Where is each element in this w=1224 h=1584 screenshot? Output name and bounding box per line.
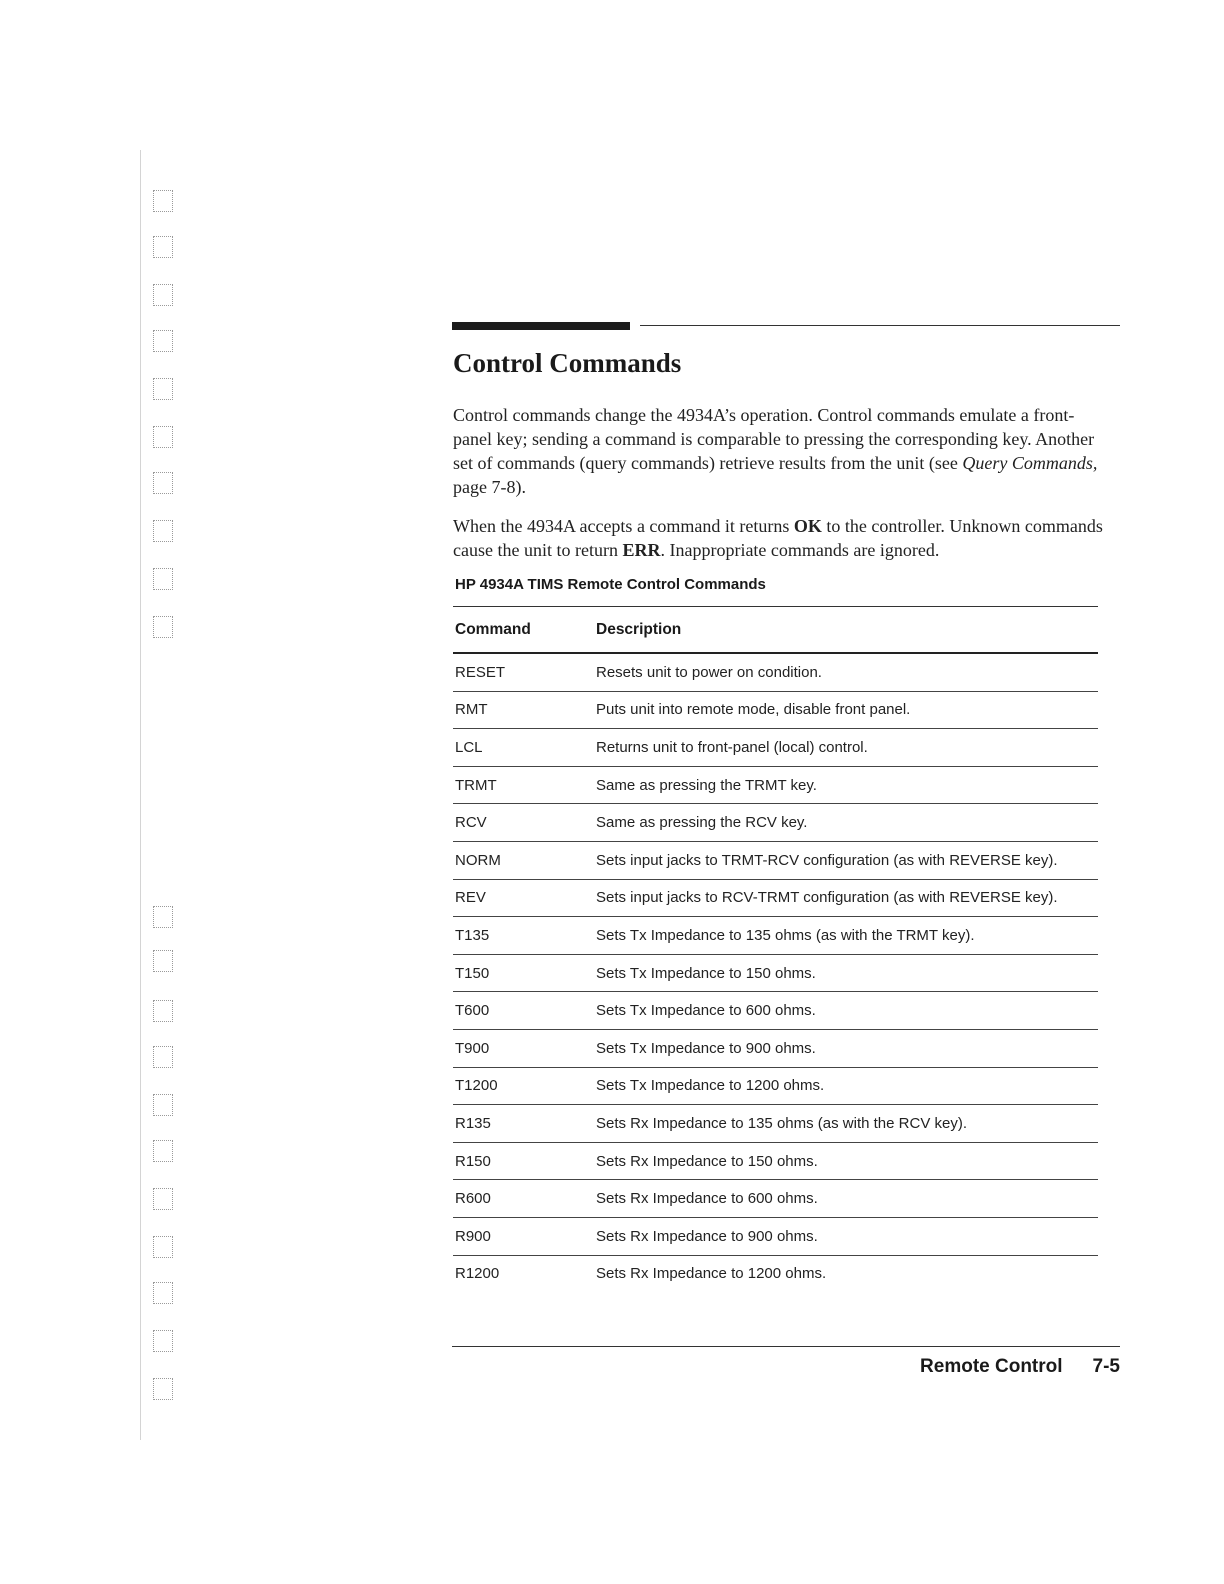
binder-hole	[153, 1094, 173, 1116]
table-row	[453, 767, 1098, 805]
binder-hole	[153, 950, 173, 972]
page-title: Control Commands	[453, 348, 682, 378]
binder-hole	[153, 1000, 173, 1022]
binder-hole	[153, 472, 173, 494]
description-cell: Sets Rx Impedance to 135 ohms (as with the RCV key).	[596, 1114, 967, 1132]
binder-hole	[153, 1330, 173, 1352]
table-row	[453, 992, 1098, 1030]
table-row	[453, 1105, 1098, 1143]
command-cell: T600	[455, 1002, 490, 1020]
table-row	[453, 1030, 1098, 1068]
intro-text-2: page 7-8).	[453, 477, 526, 497]
header-command: Command	[455, 620, 531, 638]
command-cell: RMT	[455, 701, 488, 719]
section-rule-thick	[452, 322, 630, 330]
table-row	[453, 1180, 1098, 1218]
table-row	[453, 1143, 1098, 1181]
binder-hole	[153, 190, 173, 212]
binder-hole	[153, 1282, 173, 1304]
err-keyword: ERR	[622, 540, 661, 560]
command-cell: NORM	[455, 851, 501, 869]
binder-hole	[153, 906, 173, 928]
table-row	[453, 804, 1098, 842]
binder-edge	[140, 150, 141, 1440]
description-cell: Sets Rx Impedance to 1200 ohms.	[596, 1265, 827, 1283]
intro-paragraph	[453, 403, 1103, 499]
description-cell: Sets input jacks to RCV-TRMT configuration (as with REVERSE key).	[596, 889, 1058, 907]
binder-hole	[153, 426, 173, 448]
description-cell: Sets Rx Impedance to 150 ohms.	[596, 1152, 818, 1170]
binder-hole	[153, 378, 173, 400]
binder-hole	[153, 236, 173, 258]
table-row	[453, 917, 1098, 955]
description-cell: Sets input jacks to TRMT-RCV configuration (as with REVERSE key).	[596, 851, 1058, 869]
command-cell: T900	[455, 1039, 490, 1057]
response-paragraph	[453, 514, 1103, 562]
command-cell: LCL	[455, 738, 483, 756]
binder-hole	[153, 520, 173, 542]
description-cell: Sets Rx Impedance to 600 ohms.	[596, 1190, 818, 1208]
page-number: 7-5	[1092, 1356, 1120, 1377]
binder-hole	[153, 1140, 173, 1162]
response-text-3: . Inappropriate commands are ignored.	[660, 540, 940, 560]
header-description: Description	[596, 620, 682, 638]
section-rule-thin	[640, 325, 1120, 326]
description-cell: Returns unit to front-panel (local) control.	[596, 738, 868, 756]
binder-hole	[153, 284, 173, 306]
page-footer	[920, 1356, 1120, 1378]
command-cell: RCV	[455, 814, 487, 832]
response-text-1: When the 4934A accepts a command it returns	[453, 516, 794, 536]
command-cell: T1200	[455, 1077, 498, 1095]
footer-section-name: Remote Control	[920, 1356, 1063, 1377]
description-cell: Sets Tx Impedance to 135 ohms (as with the TRMT key).	[596, 926, 975, 944]
table-row	[453, 1218, 1098, 1256]
binder-hole	[153, 330, 173, 352]
table-row	[453, 880, 1098, 918]
description-cell: Sets Tx Impedance to 600 ohms.	[596, 1002, 816, 1020]
table-row	[453, 654, 1098, 692]
table-row	[453, 729, 1098, 767]
response-text-2: to the controller. Unknown commands cause the unit to return	[453, 516, 1103, 560]
command-cell: R900	[455, 1227, 491, 1245]
binder-hole	[153, 616, 173, 638]
description-cell: Sets Tx Impedance to 1200 ohms.	[596, 1077, 825, 1095]
command-cell: RESET	[455, 663, 506, 681]
footer-rule	[452, 1346, 1120, 1347]
table-caption: HP 4934A TIMS Remote Control Commands	[455, 576, 766, 593]
command-cell: T135	[455, 926, 490, 944]
binder-hole	[153, 1188, 173, 1210]
command-cell: TRMT	[455, 776, 497, 794]
description-cell: Sets Tx Impedance to 150 ohms.	[596, 964, 816, 982]
table-body	[453, 654, 1098, 1292]
command-cell: R135	[455, 1114, 491, 1132]
intro-text-1: Control commands change the 4934A’s operation. Control commands emulate a front-panel key; sending a command is comparable to pressing the corresponding key. Another set of commands (query commands) retrieve results from the unit (see	[453, 405, 1095, 473]
command-cell: REV	[455, 889, 486, 907]
table-header	[453, 607, 1098, 654]
description-cell: Same as pressing the RCV key.	[596, 814, 808, 832]
query-commands-reference: Query Commands,	[962, 453, 1098, 473]
command-cell: R600	[455, 1190, 491, 1208]
description-cell: Puts unit into remote mode, disable front panel.	[596, 701, 911, 719]
command-cell: R150	[455, 1152, 491, 1170]
table-row	[453, 842, 1098, 880]
binder-hole	[153, 1236, 173, 1258]
description-cell: Resets unit to power on condition.	[596, 663, 822, 681]
table-row	[453, 1256, 1098, 1293]
table-row	[453, 1068, 1098, 1106]
description-cell: Sets Rx Impedance to 900 ohms.	[596, 1227, 818, 1245]
description-cell: Sets Tx Impedance to 900 ohms.	[596, 1039, 816, 1057]
command-cell: T150	[455, 964, 490, 982]
binder-hole	[153, 1378, 173, 1400]
binder-hole	[153, 1046, 173, 1068]
table-row	[453, 955, 1098, 993]
command-cell: R1200	[455, 1265, 500, 1283]
ok-keyword: OK	[793, 516, 822, 536]
description-cell: Same as pressing the TRMT key.	[596, 776, 817, 794]
binder-hole	[153, 568, 173, 590]
table-row	[453, 692, 1098, 730]
commands-table	[453, 606, 1098, 1292]
